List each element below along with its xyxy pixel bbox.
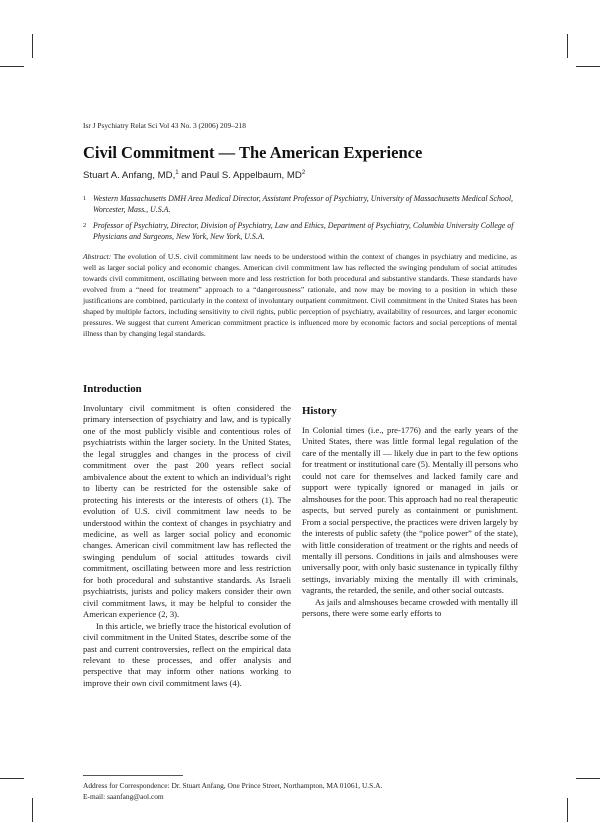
introduction-paragraph-1: Involuntary civil commitment is often considered the primary intersection of psychiatry and law, and is typically one of the most publicly visible and contentious roles of psychiatrists within the larger society. In the United States, the legal struggles and changes in the process of civil commitment over the past 200 years reflect social ambivalence about the extent to which an individual’s right to liberty can be restricted for the ostensible sake of protecting his interests or the interests of others (1). The evolution of U.S. civil commitment law needs to be understood within the context of changes in psychiatry and medicine, as well as larger social policy and economic changes. American civil commitment law has reflected the swinging pendulum of social attitudes towards civil commitment, oscillating between more and less restriction for both procedural and substantive standards. As Israeli psychiatrists, jurists and policy makers consider their own civil commitment laws, it may be helpful to consider the American experience (2, 3). — [83, 403, 291, 620]
correspondence-email: E-mail: saanfang@aol.com — [83, 791, 164, 801]
affiliation-1 — [83, 193, 523, 215]
abstract-text: The evolution of U.S. civil commitment law needs to be understood within the context of changes in psychiatry and medicine, as well as larger social policy and economic changes. American civil commitment law has reflected the swinging pendulum of social attitudes towards civil commitment, oscillating between more and less restriction for both procedural and substantive standards. These standards have evolved from a “need for treatment” approach to a “dangerousness” rationale, and now may be moving to a position in which these justifications are combined, particularly in the context of involuntary outpatient commitment. Civil commitment in the United States has been shaped by multiple factors, including sensitivity to civil rights, public perception of psychiatry, availability of resources, and larger economic pressures. We suggest that current American commitment practice is influenced more by economic factors and social perceptions of mental illness than by changing legal standards. — [83, 252, 518, 339]
affiliation-2-number: 2 — [83, 222, 87, 229]
crop-mark-top-left-v — [32, 34, 33, 58]
right-column — [302, 363, 518, 620]
author-2-name: Paul S. Appelbaum, MD — [199, 170, 302, 182]
abstract-label: Abstract: — [83, 252, 112, 261]
introduction-heading: Introduction — [83, 383, 142, 395]
crop-mark-bottom-right-h — [576, 778, 600, 779]
author-1-mark: 1 — [175, 170, 179, 176]
affiliation-2 — [83, 220, 523, 242]
footnote-rule — [83, 775, 183, 776]
crop-mark-top-right-v — [567, 34, 568, 58]
affiliation-2-text: Professor of Psychiatry, Director, Division of Psychiatry, Law and Ethics, Department of Psychiatry, Columbia University College of Physicians and Surgeons, New York, New York, U.S.A. — [93, 221, 514, 242]
author-separator: and — [178, 170, 200, 182]
author-line — [83, 170, 305, 181]
correspondence-address: Address for Correspondence: Dr. Stuart Anfang, One Prince Street, Northampton, MA 01061, U.S.A. — [83, 781, 383, 790]
left-column — [83, 382, 291, 689]
crop-mark-bottom-right-v — [567, 798, 568, 822]
crop-mark-bottom-left-h — [0, 778, 24, 779]
author-1-name: Stuart A. Anfang, MD, — [83, 170, 176, 182]
journal-reference: Isr J Psychiatry Relat Sci Vol 43 No. 3 (2006) 209–218 — [83, 121, 246, 130]
crop-mark-top-right-h — [576, 66, 600, 67]
crop-mark-bottom-left-v — [32, 798, 33, 822]
crop-mark-top-left-h — [0, 66, 24, 67]
affiliation-1-text: Western Massachusetts DMH Area Medical Director, Assistant Professor of Psychiatry, University of Massachusetts Medical School, Worcester, Mass., U.S.A. — [93, 194, 513, 215]
history-paragraph-1: In Colonial times (i.e., pre-1776) and the early years of the United States, there was little formal legal regulation of the care of the mentally ill — likely due in part to the few options for treatment or institutional care (5). Mentally ill persons who could not care for themselves and lacked family care and support were typically ignored or managed in jails or almshouses for the poor. This approach had no real therapeutic aspects, but served purely as containment or punishment. From a social perspective, the practices were driven largely by the interests of public safety (the “police power” of the state), with little consideration of treatment or the rights and needs of mentally ill persons. Conditions in jails and almshouses were universally poor, with only basic sustenance in typically filthy settings, invariably mixing the mentally ill with criminals, vagrants, the retarded, the senile, and other social outcasts. — [302, 425, 518, 596]
abstract — [83, 251, 517, 339]
history-heading: History — [302, 405, 337, 417]
article-title: Civil Commitment — The American Experience — [83, 143, 423, 162]
correspondence-footnote — [83, 781, 382, 802]
affiliation-1-number: 1 — [83, 195, 87, 202]
author-2-mark: 2 — [301, 170, 306, 176]
history-paragraph-2: As jails and almshouses became crowded with mentally ill persons, there were some early efforts to — [302, 596, 518, 619]
introduction-paragraph-2: In this article, we briefly trace the historical evolution of civil commitment in the United States, describe some of the past and current controversies, reflect on the empirical data relevant to these processes, and offer analysis and perspective that may inform other nations working to improve their own civil commitment laws (4). — [83, 620, 291, 688]
